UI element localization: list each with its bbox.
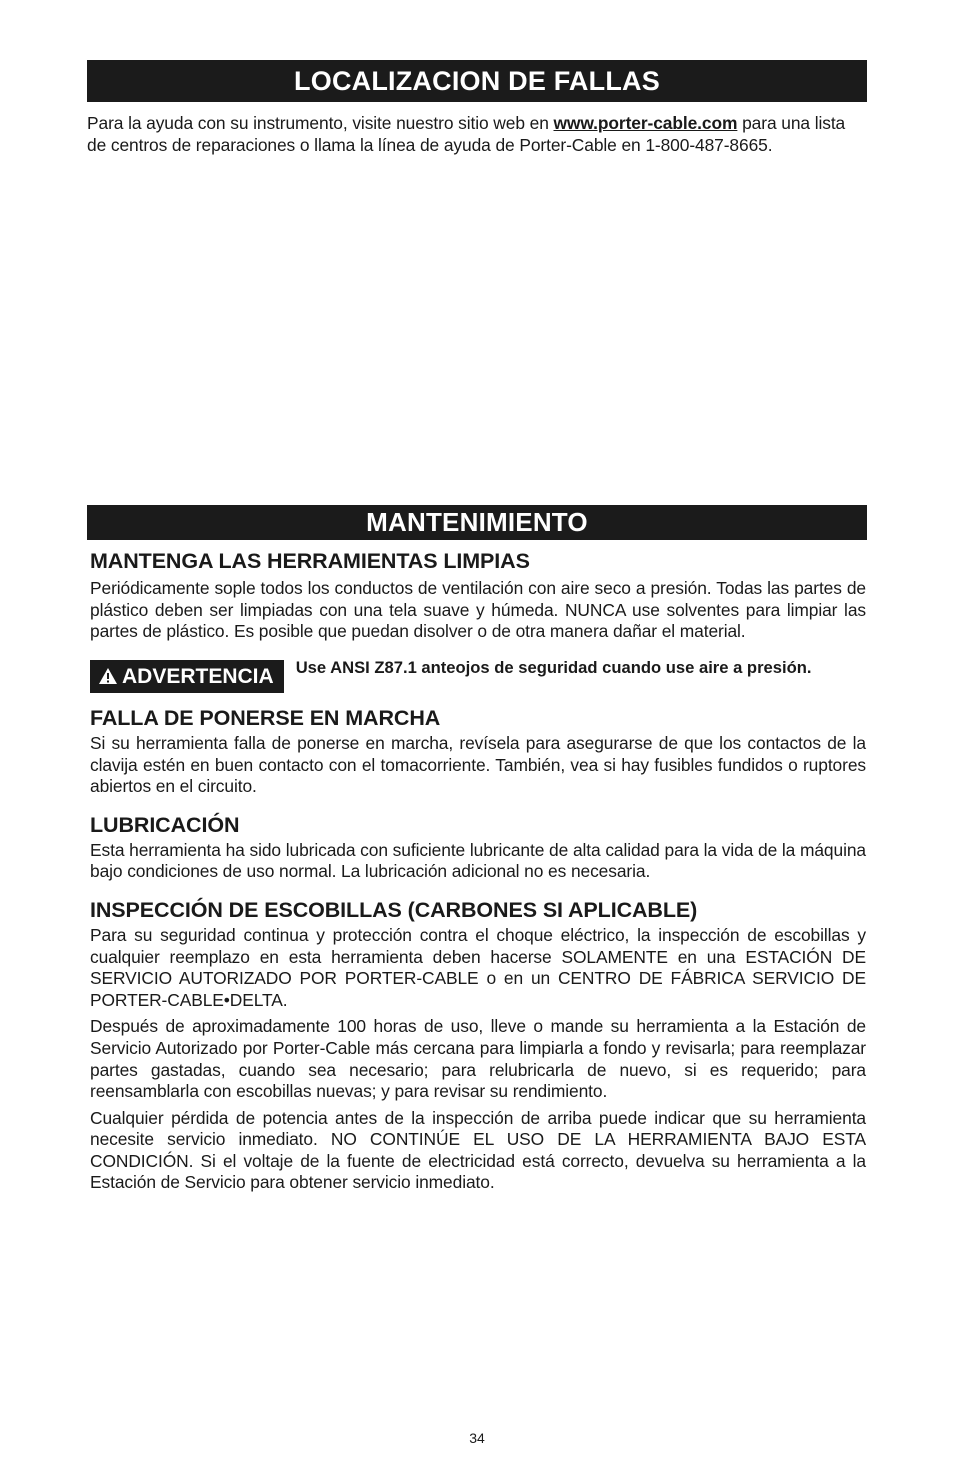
warning-text: Use ANSI Z87.1 anteojos de seguridad cuando use aire a presión. xyxy=(295,657,812,677)
lubrication-heading: LUBRICACIÓN xyxy=(90,812,240,837)
start-failure-body: Si su herramienta falla de ponerse en marcha, revísela para asegurarse de que los contactos de la clavija estén en buen contacto con el tomacorriente. También, vea si hay fusibles fundidos o ruptores abiertos en el circuito. xyxy=(90,732,866,797)
section-lubrication xyxy=(87,812,867,883)
warning-badge xyxy=(90,660,284,693)
website-link[interactable]: www.porter-cable.com xyxy=(553,113,738,133)
clean-body: Periódicamente sople todos los conductos de ventilación con aire seco a presión. Todas las partes de plástico deben ser limpiadas con una tela suave y húmeda. NUNCA use solventes para limpiar las partes de plástico. Es posible que puedan disolver o de otra manera dañar el material. xyxy=(90,578,866,642)
brushes-paragraph-1: Para su seguridad continua y protección contra el choque eléctrico, la inspección de escobillas y cualquier reemplazo en esta herramienta deben hacerse SOLAMENTE en una ESTACIÓN DE SERVICIO AUTORIZADO POR PORTER-CABLE o en un CENTRO DE FÁBRICA SERVICIO DE PORTER-CABLE•DELTA. xyxy=(90,924,866,1010)
section-brushes xyxy=(87,897,867,1194)
maintenance-title: MANTENIMIENTO xyxy=(87,505,867,540)
clean-heading: MANTENGA LAS HERRAMIENTAS LIMPIAS xyxy=(90,549,530,574)
warning-label: ADVERTENCIA xyxy=(122,664,274,688)
brushes-heading: INSPECCIÓN DE ESCOBILLAS (CARBONES SI APLICABLE) xyxy=(90,897,698,922)
brushes-paragraph-2: Después de aproximadamente 100 horas de uso, lleve o mande su herramienta a la Estación de Servicio Autorizado por Porter-Cable más cercana para limpiarla a fondo y revisarla; para reemplazar partes gastadas, cuando sea necesario; para relubricarla de nuevo, si es requerido; para reensamblarla con escobillas nuevas; y para revisar su rendimiento. xyxy=(90,1016,866,1102)
blank-area xyxy=(87,156,867,505)
start-failure-heading: FALLA DE PONERSE EN MARCHA xyxy=(90,705,441,730)
warning-triangle-icon xyxy=(98,667,118,685)
section-clean xyxy=(87,548,867,643)
intro-text-before: Para la ayuda con su instrumento, visite nuestro sitio web en xyxy=(87,113,554,133)
brushes-paragraph-3: Cualquier pérdida de potencia antes de la inspección de arriba puede indicar que su herramienta necesite servicio inmediato. NO CONTINÚE EL USO DE LA HERRAMIENTA BAJO ESTA CONDICIÓN. Si el voltaje de la fuente de electricidad está correcto, devuelva su herramienta a la Estación de Servicio para obtener servicio inmediato. xyxy=(90,1107,866,1193)
lubrication-body: Esta herramienta ha sido lubricada con suficiente lubricante de alta calidad para la vida de la máquina bajo condiciones de uso normal. La lubricación adicional no es necesaria. xyxy=(90,839,866,882)
troubleshooting-intro xyxy=(87,113,867,156)
intro-text-after: para una lista de centros de reparaciones o llama la línea de ayuda de Porter-Cable en 1-800-487-8665. xyxy=(87,113,846,155)
warning-box xyxy=(87,657,867,693)
page-content xyxy=(87,60,867,1194)
page-number: 34 xyxy=(469,1430,485,1446)
troubleshooting-title: LOCALIZACION DE FALLAS xyxy=(87,60,867,102)
section-start-failure xyxy=(87,705,867,798)
